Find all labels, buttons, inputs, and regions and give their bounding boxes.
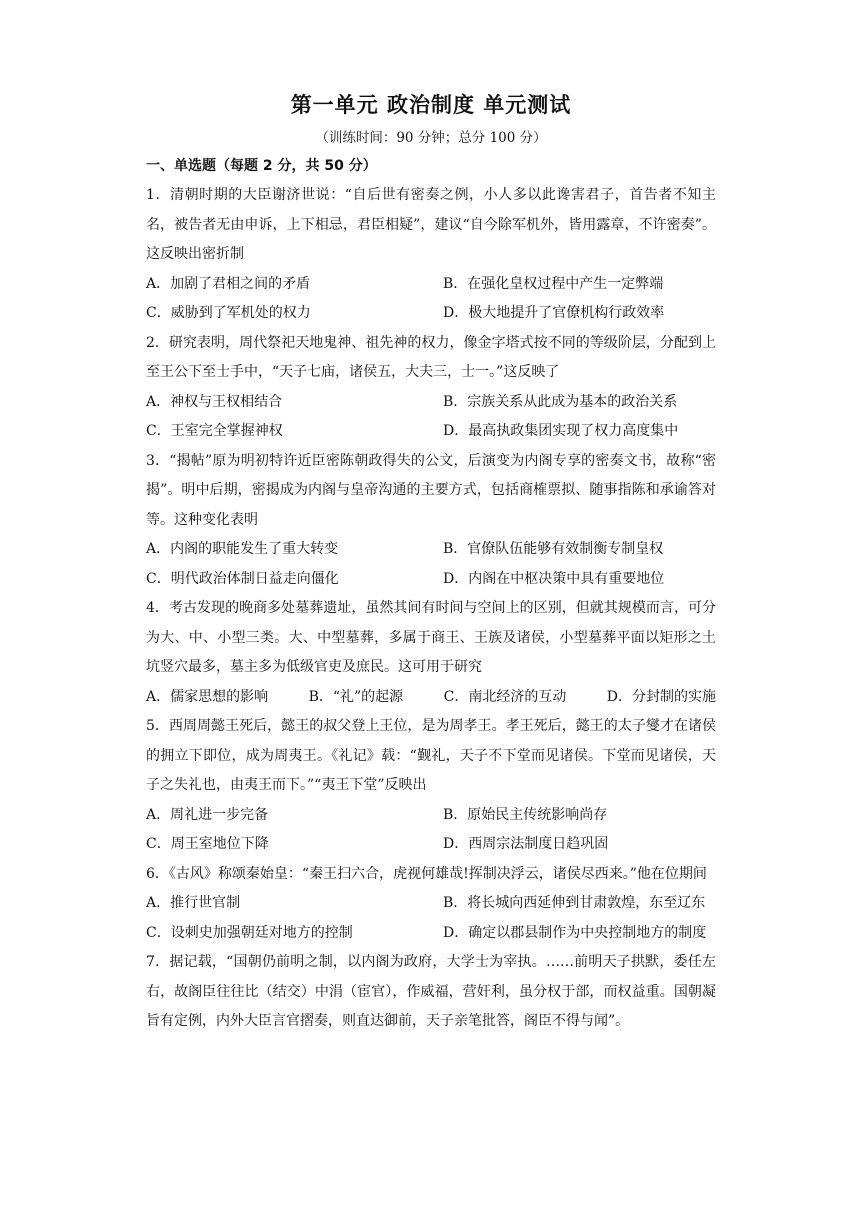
options-row	[146, 683, 716, 713]
option-c: C．威胁到了军机处的权力	[146, 305, 311, 321]
option-b: B．将长城向西延伸到甘肃敦煌，东至辽东	[443, 895, 706, 911]
question-stem: 5．西周周懿王死后，懿王的叔父登上王位，是为周孝王。孝王死后，懿王的太子燮才在诸侯的拥立下即位，成为周夷王。《礼记》载：“觐礼，天子不下堂而见诸侯。下堂而见诸侯，天子之失礼也，由夷王而下。”“夷王下堂”反映出	[146, 718, 716, 793]
option-d: D．最高执政集团实现了权力高度集中	[443, 423, 679, 439]
page-title: 第一单元 政治制度 单元测试	[290, 93, 572, 117]
options-row	[146, 388, 716, 418]
question-1	[146, 181, 716, 329]
option-d: D．极大地提升了官僚机构行政效率	[443, 305, 665, 321]
page-subtitle: （训练时间：90 分钟；总分 100 分）	[315, 130, 547, 146]
options-row	[146, 417, 716, 447]
options-row	[146, 801, 716, 831]
option-a: A．推行世官制	[146, 895, 241, 911]
option-b: B．“礼”的起源	[308, 688, 404, 705]
option-b: B．在强化皇权过程中产生一定弊端	[443, 275, 664, 292]
question-stem: 4．考古发现的晚商多处墓葬遗址，虽然其间有时间与空间上的区别，但就其规模而言，可分为大、中、小型三类。大、中型墓葬，多属于商王、王族及诸侯，小型墓葬平面以矩形之土坑竖穴最多，墓主多为低级官吏及庶民。这可用于研究	[146, 600, 716, 675]
options-row	[146, 535, 716, 565]
option-a: A．儒家思想的影响	[146, 688, 269, 705]
option-a: A．周礼进一步完备	[146, 806, 269, 823]
question-5	[146, 712, 716, 860]
option-c: C．南北经济的互动	[443, 688, 567, 705]
options-row	[146, 889, 716, 919]
question-stem: 1．清朝时期的大臣谢济世说：“自后世有密奏之例，小人多以此谗害君子，首告者不知主名，被告者无由申诉，上下相忌，君臣相疑”，建议“自今除军机外，皆用露章，不许密奏”。这反映出密折制	[146, 187, 716, 262]
options-row	[146, 919, 716, 949]
question-stem: 6．《古风》称颂秦始皇：“秦王扫六合，虎视何雄哉!挥制决浮云，诸侯尽西来。”他在位期间	[146, 865, 707, 882]
option-b: B．官僚队伍能够有效制衡专制皇权	[443, 541, 664, 557]
option-d: D．西周宗法制度日趋巩固	[443, 836, 609, 852]
question-7	[146, 948, 716, 1037]
question-6	[146, 860, 716, 949]
question-stem: 3．“揭帖”原为明初特许近臣密陈朝政得失的公文，后演变为内阁专享的密奏文书，故称“密揭”。明中后期，密揭成为内阁与皇帝沟通的主要方式，包括商榷票拟、随事指陈和承谕答对等。这种变化表明	[146, 452, 716, 528]
options-row	[146, 299, 716, 329]
options-row	[146, 830, 716, 860]
option-c: C．设刺史加强朝廷对地方的控制	[146, 924, 353, 941]
option-c: C．王室完全掌握神权	[146, 423, 283, 439]
question-2	[146, 329, 716, 447]
option-a: A．神权与王权相结合	[146, 393, 283, 410]
option-a: A．内阁的职能发生了重大转变	[146, 541, 339, 557]
document-page	[146, 90, 716, 1037]
option-c: C．周王室地位下降	[146, 836, 269, 852]
option-d: D．确定以郡县制作为中央控制地方的制度	[443, 924, 707, 941]
option-b: B．宗族关系从此成为基本的政治关系	[443, 393, 678, 410]
question-4	[146, 594, 716, 712]
option-a: A．加剧了君相之间的矛盾	[146, 275, 311, 292]
option-b: B．原始民主传统影响尚存	[443, 806, 608, 823]
options-row	[146, 270, 716, 300]
question-stem: 7．据记载，“国朝仍前明之制，以内阁为政府，大学士为宰执。……前明天子拱默，委任左右，故阁臣往往比（结交）中涓（宦官），作威福，营奸利，虽分权于部，而权益重。国朝凝旨有定例，内外大臣言官摺奏，则直达御前，天子亲笔批答，阁臣不得与闻”。	[146, 954, 716, 1029]
question-3	[146, 447, 716, 595]
question-stem: 2．研究表明，周代祭祀天地鬼神、祖先神的权力，像金字塔式按不同的等级阶层，分配到上至王公下至士手中，“天子七庙，诸侯五，大夫三，士一。”这反映了	[146, 334, 716, 380]
option-d: D．分封制的实施	[606, 688, 716, 705]
option-c: C．明代政治体制日益走向僵化	[146, 570, 339, 587]
section-heading: 一、单选题（每题 2 分，共 50 分）	[146, 158, 377, 174]
options-row	[146, 565, 716, 595]
option-d: D．内阁在中枢决策中具有重要地位	[443, 570, 665, 587]
